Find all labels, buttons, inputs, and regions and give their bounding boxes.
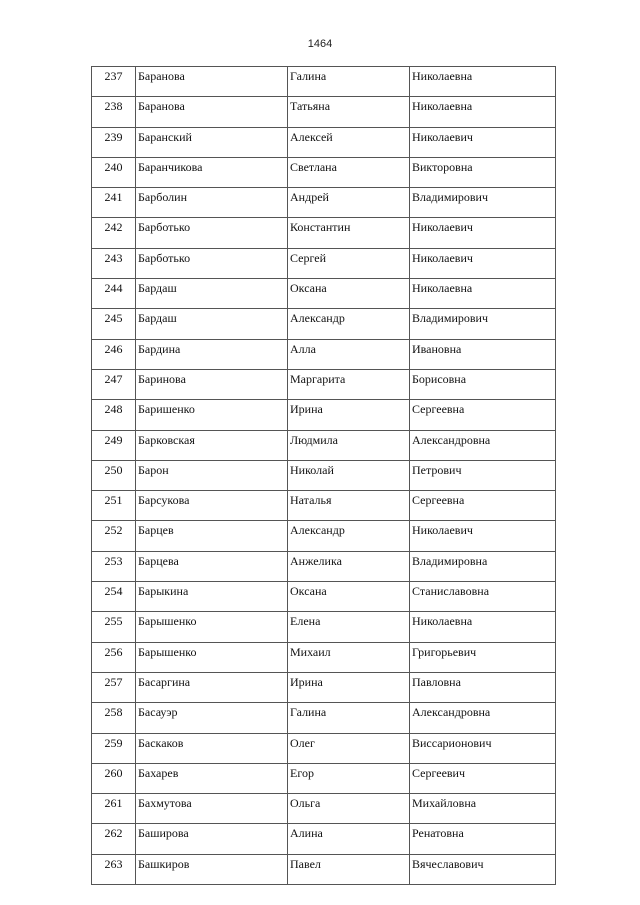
table-row — [92, 824, 556, 854]
last-name-cell: Барболин — [136, 188, 288, 218]
first-name-cell: Елена — [288, 612, 410, 642]
row-number-cell: 246 — [92, 339, 136, 369]
last-name-cell: Барботько — [136, 248, 288, 278]
first-name-cell: Александр — [288, 309, 410, 339]
first-name-cell: Константин — [288, 218, 410, 248]
last-name-cell: Баранский — [136, 127, 288, 157]
patronymic-cell: Ренатовна — [410, 824, 556, 854]
first-name-cell: Галина — [288, 703, 410, 733]
table-row — [92, 733, 556, 763]
patronymic-cell: Павловна — [410, 672, 556, 702]
patronymic-cell: Николаевич — [410, 521, 556, 551]
last-name-cell: Баринова — [136, 369, 288, 399]
last-name-cell: Бахарев — [136, 763, 288, 793]
table-row — [92, 672, 556, 702]
last-name-cell: Баскаков — [136, 733, 288, 763]
first-name-cell: Алина — [288, 824, 410, 854]
table-row — [92, 642, 556, 672]
patronymic-cell: Викторовна — [410, 157, 556, 187]
table-row — [92, 521, 556, 551]
table-row — [92, 279, 556, 309]
row-number-cell: 242 — [92, 218, 136, 248]
row-number-cell: 253 — [92, 551, 136, 581]
first-name-cell: Ирина — [288, 400, 410, 430]
registry-table-body — [92, 67, 556, 885]
first-name-cell: Наталья — [288, 491, 410, 521]
table-row — [92, 97, 556, 127]
table-row — [92, 339, 556, 369]
page-number: 1464 — [307, 38, 333, 50]
patronymic-cell: Николаевна — [410, 279, 556, 309]
row-number-cell: 255 — [92, 612, 136, 642]
first-name-cell: Татьяна — [288, 97, 410, 127]
row-number-cell: 254 — [92, 582, 136, 612]
first-name-cell: Михаил — [288, 642, 410, 672]
table-row — [92, 794, 556, 824]
first-name-cell: Алла — [288, 339, 410, 369]
last-name-cell: Барышенко — [136, 642, 288, 672]
table-row — [92, 157, 556, 187]
table-row — [92, 369, 556, 399]
row-number-cell: 248 — [92, 400, 136, 430]
first-name-cell: Андрей — [288, 188, 410, 218]
last-name-cell: Басауэр — [136, 703, 288, 733]
patronymic-cell: Николаевич — [410, 127, 556, 157]
last-name-cell: Бардина — [136, 339, 288, 369]
patronymic-cell: Владимирович — [410, 309, 556, 339]
row-number-cell: 263 — [92, 854, 136, 884]
patronymic-cell: Ивановна — [410, 339, 556, 369]
last-name-cell: Барцев — [136, 521, 288, 551]
row-number-cell: 261 — [92, 794, 136, 824]
last-name-cell: Баширова — [136, 824, 288, 854]
registry-table — [91, 66, 556, 885]
table-row — [92, 218, 556, 248]
first-name-cell: Светлана — [288, 157, 410, 187]
table-row — [92, 400, 556, 430]
row-number-cell: 243 — [92, 248, 136, 278]
row-number-cell: 241 — [92, 188, 136, 218]
first-name-cell: Николай — [288, 460, 410, 490]
patronymic-cell: Николаевич — [410, 218, 556, 248]
table-row — [92, 188, 556, 218]
last-name-cell: Барыкина — [136, 582, 288, 612]
patronymic-cell: Владимирович — [410, 188, 556, 218]
last-name-cell: Барышенко — [136, 612, 288, 642]
patronymic-cell: Сергеевна — [410, 491, 556, 521]
row-number-cell: 239 — [92, 127, 136, 157]
last-name-cell: Бардаш — [136, 309, 288, 339]
patronymic-cell: Николаевна — [410, 612, 556, 642]
row-number-cell: 238 — [92, 97, 136, 127]
last-name-cell: Барцева — [136, 551, 288, 581]
last-name-cell: Баранчикова — [136, 157, 288, 187]
last-name-cell: Баранова — [136, 97, 288, 127]
row-number-cell: 250 — [92, 460, 136, 490]
first-name-cell: Оксана — [288, 279, 410, 309]
table-row — [92, 582, 556, 612]
row-number-cell: 249 — [92, 430, 136, 460]
last-name-cell: Бахмутова — [136, 794, 288, 824]
last-name-cell: Барсукова — [136, 491, 288, 521]
patronymic-cell: Михайловна — [410, 794, 556, 824]
row-number-cell: 251 — [92, 491, 136, 521]
first-name-cell: Павел — [288, 854, 410, 884]
first-name-cell: Сергей — [288, 248, 410, 278]
first-name-cell: Ирина — [288, 672, 410, 702]
table-row — [92, 763, 556, 793]
patronymic-cell: Станиславовна — [410, 582, 556, 612]
patronymic-cell: Григорьевич — [410, 642, 556, 672]
patronymic-cell: Николаевна — [410, 97, 556, 127]
first-name-cell: Анжелика — [288, 551, 410, 581]
last-name-cell: Басаргина — [136, 672, 288, 702]
row-number-cell: 240 — [92, 157, 136, 187]
first-name-cell: Галина — [288, 67, 410, 97]
last-name-cell: Бардаш — [136, 279, 288, 309]
first-name-cell: Алексей — [288, 127, 410, 157]
first-name-cell: Олег — [288, 733, 410, 763]
table-row — [92, 248, 556, 278]
last-name-cell: Башкиров — [136, 854, 288, 884]
table-row — [92, 491, 556, 521]
patronymic-cell: Николаевна — [410, 67, 556, 97]
table-row — [92, 854, 556, 884]
patronymic-cell: Сергеевич — [410, 763, 556, 793]
first-name-cell: Людмила — [288, 430, 410, 460]
patronymic-cell: Александровна — [410, 430, 556, 460]
table-row — [92, 703, 556, 733]
patronymic-cell: Николаевич — [410, 248, 556, 278]
last-name-cell: Баришенко — [136, 400, 288, 430]
row-number-cell: 258 — [92, 703, 136, 733]
patronymic-cell: Борисовна — [410, 369, 556, 399]
row-number-cell: 252 — [92, 521, 136, 551]
last-name-cell: Барковская — [136, 430, 288, 460]
row-number-cell: 257 — [92, 672, 136, 702]
last-name-cell: Барон — [136, 460, 288, 490]
patronymic-cell: Владимировна — [410, 551, 556, 581]
row-number-cell: 237 — [92, 67, 136, 97]
last-name-cell: Баранова — [136, 67, 288, 97]
row-number-cell: 259 — [92, 733, 136, 763]
first-name-cell: Маргарита — [288, 369, 410, 399]
patronymic-cell: Александровна — [410, 703, 556, 733]
table-row — [92, 612, 556, 642]
table-row — [92, 309, 556, 339]
row-number-cell: 262 — [92, 824, 136, 854]
row-number-cell: 260 — [92, 763, 136, 793]
row-number-cell: 245 — [92, 309, 136, 339]
row-number-cell: 256 — [92, 642, 136, 672]
row-number-cell: 244 — [92, 279, 136, 309]
first-name-cell: Ольга — [288, 794, 410, 824]
patronymic-cell: Виссарионович — [410, 733, 556, 763]
table-row — [92, 430, 556, 460]
table-row — [92, 460, 556, 490]
table-row — [92, 551, 556, 581]
row-number-cell: 247 — [92, 369, 136, 399]
table-row — [92, 127, 556, 157]
first-name-cell: Оксана — [288, 582, 410, 612]
first-name-cell: Александр — [288, 521, 410, 551]
table-row — [92, 67, 556, 97]
first-name-cell: Егор — [288, 763, 410, 793]
patronymic-cell: Сергеевна — [410, 400, 556, 430]
last-name-cell: Барботько — [136, 218, 288, 248]
patronymic-cell: Петрович — [410, 460, 556, 490]
patronymic-cell: Вячеславович — [410, 854, 556, 884]
